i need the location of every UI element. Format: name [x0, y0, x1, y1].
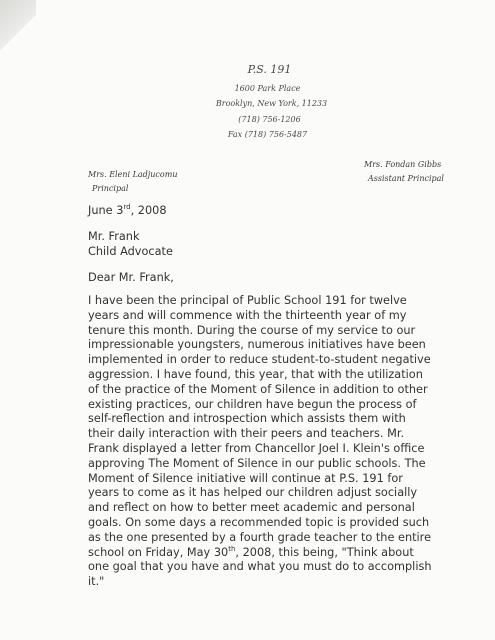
letterhead-address: 1600 Park Place: [234, 84, 301, 93]
body-line: approving The Moment of Silence in our public schools. The: [88, 456, 426, 470]
body-line: it.": [88, 575, 105, 589]
letter-body: [88, 294, 488, 590]
letterhead-school: P.S. 191: [247, 63, 292, 76]
body-line: implemented in order to reduce student-to-student negative: [88, 353, 431, 367]
body-line: as the one presented by a fourth grade teacher to the entire: [88, 530, 432, 544]
body-line: years and will commence with the thirteenth year of my: [88, 308, 407, 322]
letterhead-city: Brooklyn, New York, 11233: [215, 99, 328, 108]
line18-text-a: school on Friday, May 30: [88, 545, 229, 559]
body-line: their daily interaction with their peers and teachers. Mr.: [88, 427, 405, 441]
body-line: one goal that you have and what you must do to accomplish: [88, 560, 432, 574]
line18-sup: th: [228, 544, 236, 553]
body-line: goals. On some days a recommended topic is provided such: [88, 515, 430, 529]
assistant-principal-title: Assistant Principal: [368, 174, 444, 183]
letterhead-fax: Fax (718) 756-5487: [227, 130, 308, 139]
date-suffix: rd: [123, 203, 131, 211]
letter-date: [88, 203, 167, 217]
page-corner-fold: [0, 0, 36, 55]
assistant-principal-name: Mrs. Fondan Gibbs: [364, 160, 442, 169]
letterhead-phone: (718) 756-1206: [238, 115, 301, 124]
line18-text-b: , 2008, this being, "Think about: [235, 545, 414, 559]
body-line: existing practices, our children have begun the process of: [88, 397, 417, 411]
body-line: Frank displayed a letter from Chancellor Joel I. Klein's office: [88, 441, 425, 455]
body-line: impressionable youngsters, numerous initiatives have been: [88, 338, 426, 352]
principal-name: Mrs. Eleni Ladjucomu: [88, 170, 178, 179]
recipient-name: Mr. Frank: [88, 230, 140, 243]
body-line: of the practice of the Moment of Silence in addition to other: [88, 382, 428, 396]
body-line: aggression. I have found, this year, that with the utilization: [88, 367, 423, 381]
date-year: , 2008: [130, 203, 167, 217]
recipient-title: Child Advocate: [88, 245, 173, 258]
body-line: Moment of Silence initiative will continue at P.S. 191 for: [88, 471, 403, 485]
date-prefix: June 3: [88, 203, 124, 217]
body-line: and reflect on how to better meet academic and personal: [88, 501, 415, 515]
body-line: years to come as it has helped our children adjust socially: [88, 486, 418, 500]
body-line-date: [88, 546, 488, 561]
salutation: Dear Mr. Frank,: [88, 271, 174, 284]
body-line: tenure this month. During the course of my service to our: [88, 323, 416, 337]
body-line: I have been the principal of Public School 191 for twelve: [88, 294, 407, 307]
principal-title: Principal: [92, 184, 129, 193]
body-line: self-reflection and introspection which assists them with: [88, 412, 406, 426]
